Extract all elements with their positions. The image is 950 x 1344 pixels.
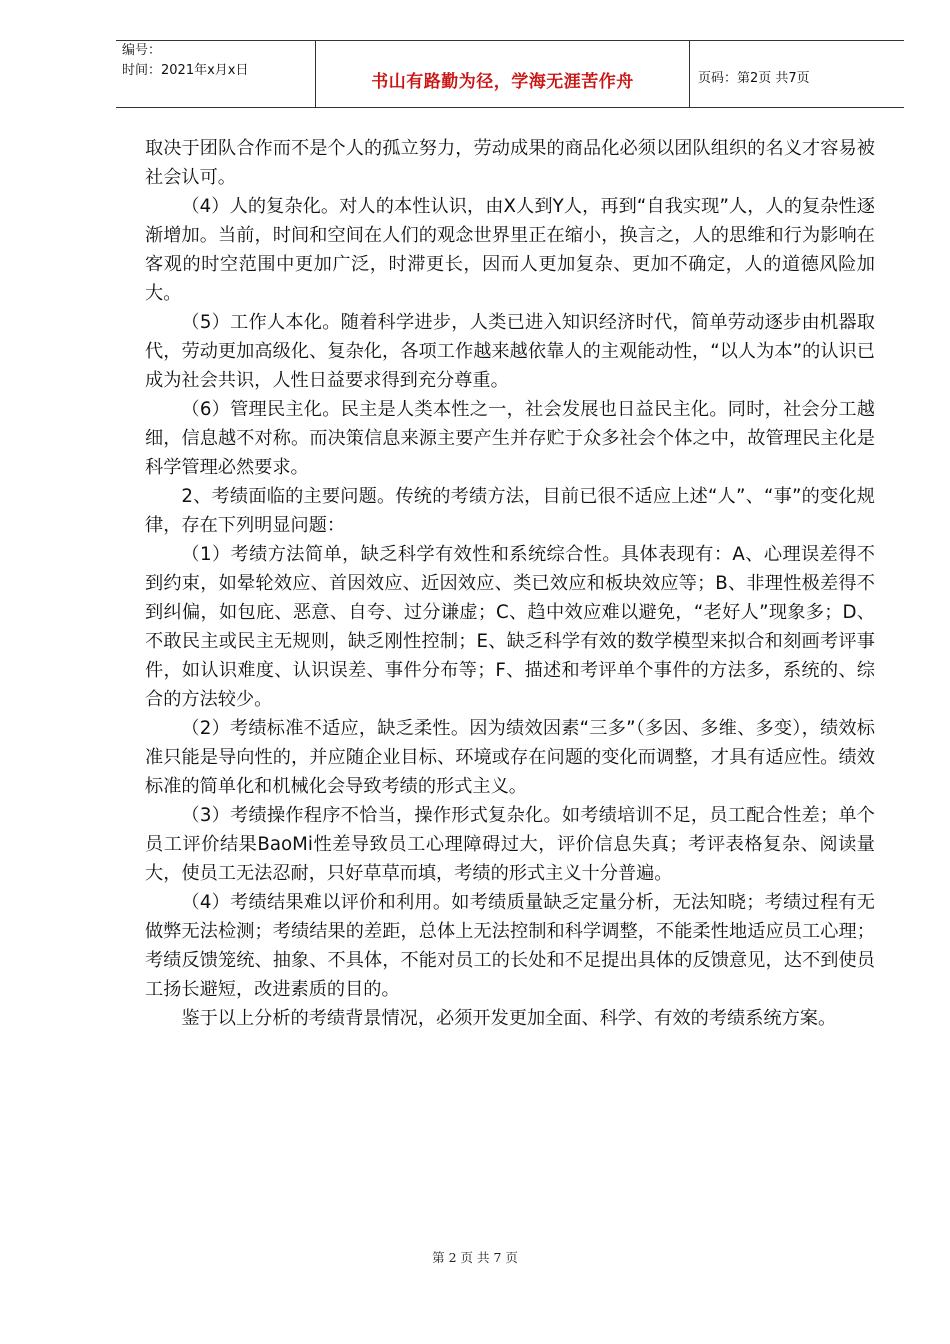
header-page-cell (690, 41, 904, 107)
body-paragraph-standard-problems: （2）考绩标准不适应，缺乏柔性。因为绩效因素“三多”（多因、多维、多变），绩效标准只能是导向性的，并应随企业目标、环境或存在问题的变化而调整，才具有适应性。绩效标准的简单化和机械化会导致考绩的形式主义。 (145, 718, 875, 797)
page-footer: 第 2 页 共 7 页 (432, 1250, 518, 1265)
header-motto: 书山有路勤为径，学海无涯苦作舟 (371, 72, 634, 92)
document-number-label: 编号： (122, 43, 162, 58)
body-paragraph-procedure-problems: （3）考绩操作程序不恰当，操作形式复杂化。如考绩培训不足，员工配合性差；单个员工评价结果BaoMi性差导致员工心理障碍过大，评价信息失真；考评表格复杂、阅读量大，使员工无法忍耐，只好草草而填，考绩的形式主义十分普遍。 (145, 805, 875, 884)
body-paragraph-conclusion: 鉴于以上分析的考绩背景情况，必须开发更加全面、科学、有效的考绩系统方案。 (181, 1008, 837, 1029)
header-page-number: 页码：第2页 共7页 (698, 71, 810, 86)
body-paragraph-management-democratization: （6）管理民主化。民主是人类本性之一，社会发展也日益民主化。同时，社会分工越细，信息越不对称。而决策信息来源主要产生并存贮于众多社会个体之中，故管理民主化是科学管理必然要求。 (145, 399, 875, 478)
page-header (116, 40, 904, 108)
document-time-label: 时间：2021年x月x日 (122, 63, 249, 78)
header-info-cell (116, 41, 316, 107)
body-paragraph-method-problems: （1）考绩方法简单，缺乏科学有效性和系统综合性。具体表现有：A、心理误差得不到约束，如晕轮效应、首因效应、近因效应、类已效应和板块效应等；B、非理性极差得不到纠偏，如包庇、恶意、自夸、过分谦虚；C、趋中效应难以避免，“老好人”现象多；D、不敢民主或民主无规则，缺乏刚性控制；E、缺乏科学有效的数学模型来拟合和刻画考评事件，如认识难度、认识误差、事件分布等；F、描述和考评单个事件的方法多，系统的、综合的方法较少。 (145, 544, 875, 710)
body-paragraph-continuation: 取决于团队合作而不是个人的孤立努力，劳动成果的商品化必须以团队组织的名义才容易被社会认可。 (145, 138, 875, 188)
body-paragraph-main-problems: 2、考绩面临的主要问题。传统的考绩方法，目前已很不适应上述“人”、“事”的变化规律，存在下列明显问题： (145, 486, 875, 536)
body-paragraph-result-problems: （4）考绩结果难以评价和利用。如考绩质量缺乏定量分析，无法知晓；考绩过程有无做弊无法检测；考绩结果的差距，总体上无法控制和科学调整，不能柔性地适应员工心理；考绩反馈笼统、抽象、不具体，不能对员工的长处和不足提出具体的反馈意见，达不到使员工扬长避短，改进素质的目的。 (145, 892, 875, 1000)
document-body (145, 134, 875, 1033)
header-motto-cell (316, 41, 690, 107)
body-paragraph-work-humanization: （5）工作人本化。随着科学进步，人类已进入知识经济时代，简单劳动逐步由机器取代，劳动更加高级化、复杂化，各项工作越来越依靠人的主观能动性，“以人为本”的认识已成为社会共识，人性日益要求得到充分尊重。 (145, 312, 875, 391)
body-paragraph-human-complexity: （4）人的复杂化。对人的本性认识，由X人到Y人，再到“自我实现”人，人的复杂性逐渐增加。当前，时间和空间在人们的观念世界里正在缩小，换言之，人的思维和行为影响在客观的时空范围中更加广泛，时滞更长，因而人更加复杂、更加不确定，人的道德风险加大。 (145, 196, 875, 304)
